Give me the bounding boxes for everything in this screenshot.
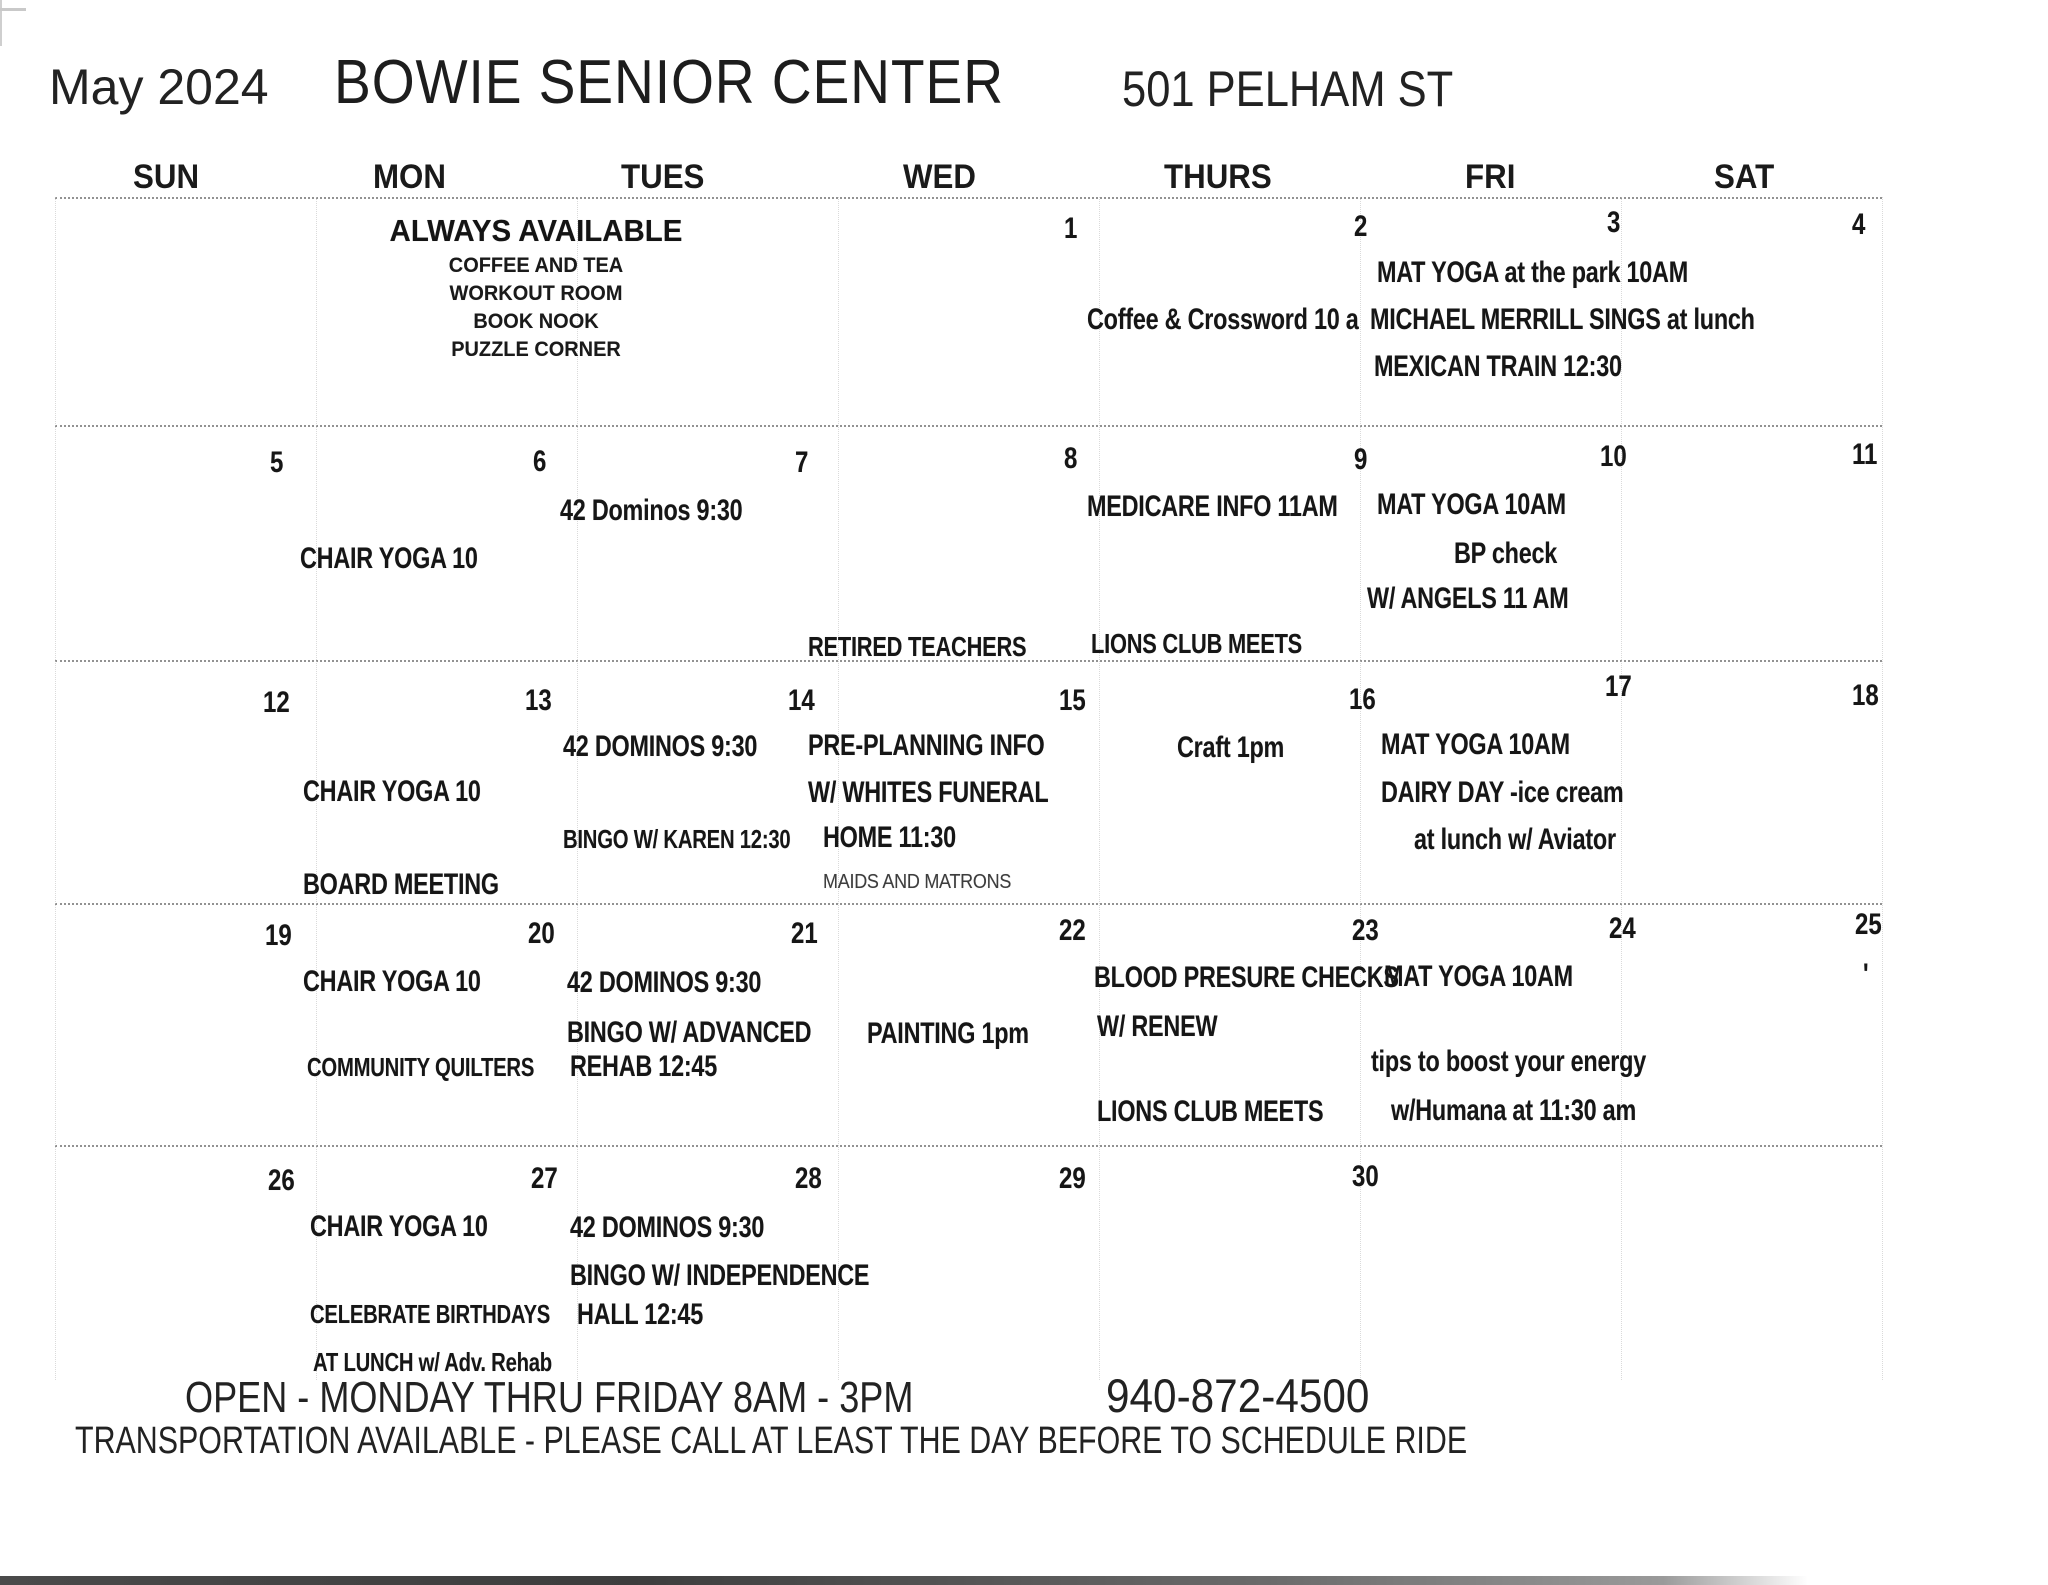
phone-number: 940-872-4500 (1106, 1369, 1370, 1422)
calendar-event: W/ WHITES FUNERAL (808, 776, 1049, 809)
always-available-item: BOOK NOOK (473, 310, 599, 333)
calendar-event: MEXICAN TRAIN 12:30 (1374, 350, 1622, 383)
day-number-12: 12 (263, 686, 290, 719)
grid-column-line (577, 197, 578, 1380)
day-number-2: 2 (1354, 210, 1368, 243)
calendar-event: LIONS CLUB MEETS (1097, 1095, 1324, 1128)
day-header-sat: SAT (1714, 158, 1775, 196)
day-number-13: 13 (525, 684, 552, 717)
calendar-event: BOARD MEETING (303, 868, 499, 901)
calendar-event: MICHAEL MERRILL SINGS at lunch (1370, 303, 1755, 336)
day-number-1: 1 (1064, 212, 1078, 245)
calendar-event: COMMUNITY QUILTERS (307, 1052, 535, 1082)
calendar-event: 42 DOMINOS 9:30 (570, 1211, 765, 1244)
calendar-event: Craft 1pm (1177, 731, 1285, 764)
day-number-20: 20 (528, 917, 555, 950)
day-number-22: 22 (1059, 914, 1086, 947)
day-number-23: 23 (1352, 914, 1379, 947)
calendar-event: CHAIR YOGA 10 (303, 965, 481, 998)
day-header-tues: TUES (621, 158, 705, 196)
day-number-21: 21 (791, 917, 818, 950)
calendar-event: W/ RENEW (1097, 1010, 1218, 1043)
calendar-event: Coffee & Crossword 10 a (1087, 303, 1359, 336)
calendar-event: at lunch w/ Aviator (1414, 823, 1616, 856)
always-available-title: ALWAYS AVAILABLE (389, 213, 683, 248)
calendar-event: W/ ANGELS 11 AM (1367, 582, 1569, 615)
day-number-16: 16 (1349, 683, 1376, 716)
grid-column-line (55, 197, 56, 1380)
calendar-event: MAT YOGA at the park 10AM (1377, 256, 1688, 289)
calendar-event: MAT YOGA 10AM (1381, 728, 1570, 761)
calendar-event: DAIRY DAY -ice cream (1381, 776, 1624, 809)
calendar-event: PRE-PLANNING INFO (808, 729, 1045, 762)
day-number-10: 10 (1600, 440, 1627, 473)
calendar-event: CELEBRATE BIRTHDAYS (310, 1299, 551, 1329)
calendar-event: 42 DOMINOS 9:30 (563, 730, 758, 763)
day-number-11: 11 (1852, 438, 1878, 471)
calendar-event: HOME 11:30 (823, 821, 956, 854)
day-header-fri: FRI (1465, 158, 1516, 196)
grid-column-line (1882, 197, 1883, 1380)
transportation-note: TRANSPORTATION AVAILABLE - PLEASE CALL AT LEAST THE DAY BEFORE TO SCHEDULE RIDE (75, 1420, 1468, 1462)
grid-row-line (55, 1145, 1882, 1147)
calendar-event: CHAIR YOGA 10 (300, 542, 478, 575)
day-number-25: 25 (1855, 908, 1882, 941)
day-number-4: 4 (1852, 208, 1866, 241)
calendar-event: MAT YOGA 10AM (1377, 488, 1566, 521)
scan-artifact-bottom-bar (0, 1576, 1808, 1585)
grid-column-line (1099, 197, 1100, 1380)
day-header-thurs: THURS (1164, 158, 1272, 196)
day-number-28: 28 (795, 1162, 822, 1195)
day-header-sun: SUN (133, 158, 200, 196)
grid-row-line (55, 903, 1882, 905)
always-available-item: PUZZLE CORNER (451, 338, 621, 361)
calendar-event: HALL 12:45 (577, 1298, 703, 1331)
address-text: 501 PELHAM ST (1122, 61, 1454, 117)
calendar-event: 42 Dominos 9:30 (560, 494, 743, 527)
calendar-event: RETIRED TEACHERS (808, 631, 1027, 662)
day-number-17: 17 (1605, 670, 1632, 703)
day-header-mon: MON (373, 158, 446, 196)
day-number-27: 27 (531, 1162, 558, 1195)
scan-artifact-left-tick (0, 0, 2, 46)
day-number-5: 5 (270, 446, 284, 479)
calendar-event: CHAIR YOGA 10 (310, 1210, 488, 1243)
grid-column-line (1360, 197, 1361, 1380)
calendar-event: 42 DOMINOS 9:30 (567, 966, 762, 999)
day-number-29: 29 (1059, 1162, 1086, 1195)
calendar-event: ' (1863, 958, 1869, 991)
day-number-18: 18 (1852, 679, 1879, 712)
calendar-event: BP check (1454, 537, 1558, 570)
calendar-event: MAIDS AND MATRONS (823, 871, 1012, 893)
grid-row-line (55, 197, 1882, 199)
day-number-7: 7 (795, 446, 809, 479)
day-number-9: 9 (1354, 443, 1368, 476)
calendar-month-title: May 2024 (49, 59, 269, 115)
day-number-6: 6 (533, 445, 547, 478)
day-number-26: 26 (268, 1164, 295, 1197)
calendar-event: LIONS CLUB MEETS (1091, 628, 1303, 659)
hours-text: OPEN - MONDAY THRU FRIDAY 8AM - 3PM (185, 1373, 914, 1422)
calendar-event: CHAIR YOGA 10 (303, 775, 481, 808)
calendar-event: BINGO W/ ADVANCED (567, 1016, 812, 1049)
day-number-30: 30 (1352, 1160, 1379, 1193)
day-number-19: 19 (265, 919, 292, 952)
day-header-wed: WED (903, 158, 976, 196)
grid-row-line (55, 425, 1882, 427)
calendar-event: BINGO W/ INDEPENDENCE (570, 1259, 870, 1292)
scan-artifact-top-dash (0, 8, 26, 11)
day-number-14: 14 (788, 684, 815, 717)
calendar-event: w/Humana at 11:30 am (1391, 1094, 1637, 1127)
calendar-event: MAT YOGA 10AM (1384, 960, 1573, 993)
day-number-15: 15 (1059, 684, 1086, 717)
day-number-8: 8 (1064, 442, 1078, 475)
page-title: BOWIE SENIOR CENTER (334, 48, 1004, 117)
calendar-event: REHAB 12:45 (570, 1050, 717, 1083)
calendar-event: BINGO W/ KAREN 12:30 (563, 824, 791, 854)
always-available-item: COFFEE AND TEA (448, 254, 624, 277)
calendar-event: tips to boost your energy (1371, 1045, 1646, 1078)
always-available-item: WORKOUT ROOM (449, 282, 623, 305)
day-number-3: 3 (1607, 206, 1621, 239)
day-number-24: 24 (1609, 912, 1636, 945)
calendar-event: AT LUNCH w/ Adv. Rehab (313, 1347, 552, 1377)
calendar-event: BLOOD PRESURE CHECKS (1094, 961, 1399, 994)
calendar-event: MEDICARE INFO 11AM (1087, 490, 1338, 523)
calendar-event: PAINTING 1pm (867, 1017, 1029, 1050)
